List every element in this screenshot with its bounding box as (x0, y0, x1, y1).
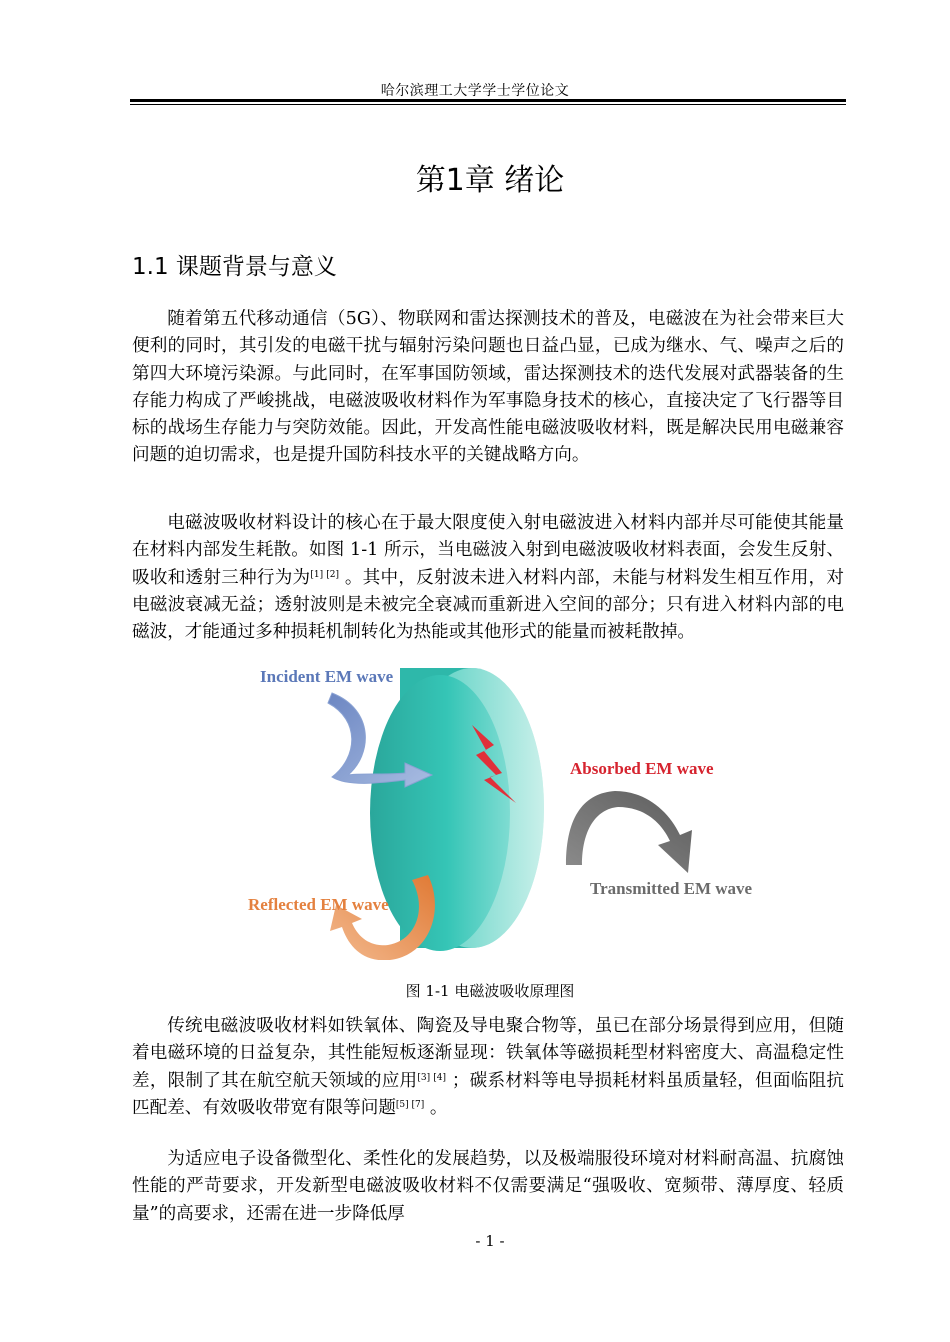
disc-front-face (370, 675, 510, 951)
paragraph-2-text-a: 电磁波吸收材料设计的核心在于最大限度使入射电磁波进入材料内部并尽可能使其能量在材料内部发生耗散。如图 1-1 所示，当电磁波入射到电磁波吸收材料表面，会发生反射、吸收和透射三种行为为 (132, 513, 844, 588)
em-absorption-diagram (240, 665, 800, 960)
paragraph-2 (132, 510, 844, 646)
citation-3-4: [3] [4] (417, 1072, 446, 1083)
section-title: 1.1 课题背景与意义 (132, 254, 337, 280)
header-title: 哈尔滨理工大学学士学位论文 (380, 83, 570, 99)
paragraph-1: 随着第五代移动通信（5G）、物联网和雷达探测技术的普及，电磁波在为社会带来巨大便利的同时，其引发的电磁干扰与辐射污染问题也日益凸显，已成为继水、气、噪声之后的第四大环境污染源。与此同时，在军事国防领域，雷达探测技术的迭代发展对武器装备的生存能力构成了严峻挑战，电磁波吸收材料作为军事隐身技术的核心，直接决定了飞行器等目标的战场生存能力与突防效能。因此，开发高性能电磁波吸收材料，既是解决民用电磁兼容问题的迫切需求，也是提升国防科技水平的关键战略方向。 (132, 309, 844, 466)
paragraph-2-text-b: 。其中，反射波未进入材料内部，未能与材料发生相互作用，对电磁波衰减无益；透射波则是未被完全衰减而重新进入空间的部分；只有进入材料内部的电磁波，才能通过多种损耗机制转化为热能或其他形式的能量而被耗散掉。 (132, 567, 844, 643)
paragraph-3-text-b: ；碳系材料等电导损耗材料虽质量轻，但面临阻抗匹配差、有效吸收带宽有限等问题 (132, 1070, 844, 1118)
citation-5-7: [5] [7] (395, 1099, 425, 1110)
transmitted-arrow-shape (566, 791, 692, 873)
transmitted-arrow (566, 791, 692, 873)
citation-1-2: [1] [2] (310, 569, 339, 580)
page-number: - 1 - (475, 1232, 505, 1250)
absorber-disc (370, 668, 544, 951)
paragraph-3-text-c: 。 (424, 1097, 448, 1118)
header-rule-thin (130, 104, 846, 105)
paragraph-3-text-a: 传统电磁波吸收材料如铁氧体、陶瓷及导电聚合物等，虽已在部分场景得到应用，但随着电磁环境的日益复杂，其性能短板逐渐显现：铁氧体等磁损耗型材料密度大、高温稳定性差，限制了其在航空航天领域的应用 (132, 1016, 844, 1091)
figure-1-1 (240, 665, 800, 960)
reflected-label: Reflected EM wave (248, 895, 389, 914)
chapter-title: 第1章 绪论 (415, 163, 565, 198)
absorbed-label: Absorbed EM wave (570, 759, 714, 778)
header-rule-thick (130, 99, 846, 102)
paragraph-3 (132, 1013, 844, 1122)
transmitted-label: Transmitted EM wave (590, 879, 753, 898)
incident-label: Incident EM wave (260, 667, 394, 686)
paragraph-4: 为适应电子设备微型化、柔性化的发展趋势，以及极端服役环境对材料耐高温、抗腐蚀性能的严苛要求，开发新型电磁波吸收材料不仅需要满足“强吸收、宽频带、薄厚度、轻质量”的高要求，还需在进一步降低厚 (132, 1149, 844, 1224)
figure-caption: 图 1-1 电磁波吸收原理图 (405, 982, 575, 1000)
